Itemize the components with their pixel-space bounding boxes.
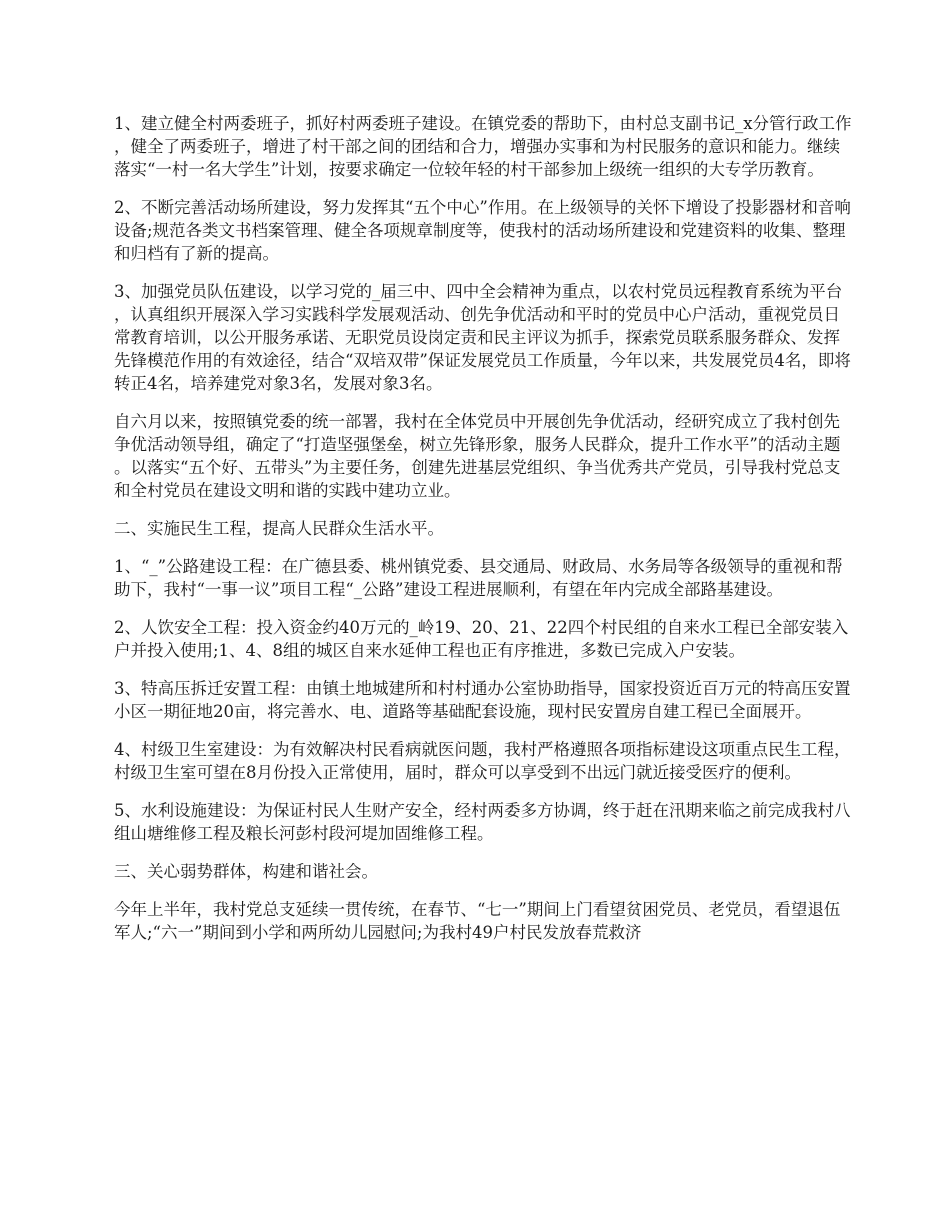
paragraph-irrigation: 5、水利设施建设：为保证村民人生财产安全，经村两委多方协调，终于赶在汛期来临之前完成我村八组山塘维修工程及粮长河彭村段河堤加固维修工程。 [114,801,851,843]
paragraph-road: 1、“_”公路建设工程：在广德县委、桃州镇党委、县交通局、财政局、水务局等各级领导的重视和帮助下，我村“一事一议”项目工程“_公路”建设工程进展顺利，有望在年内完成全部路基建设。 [114,557,843,599]
paragraph-relocation: 3、特高压拆迁安置工程：由镇土地城建所和村村通办公室协助指导，国家投资近百万元的特高压安置小区一期征地20亩，将完善水、电、道路等基础配套设施，现村民安置房自建工程已全面展开。 [114,679,851,721]
paragraph-clinic: 4、村级卫生室建设：为有效解决村民看病就医问题，我村严格遵照各项指标建设这项重点民生工程，村级卫生室可望在8月份投入正常使用，届时，群众可以享受到不出远门就近接受医疗的便利。 [114,740,851,782]
section-heading-3: 三、关心弱势群体，构建和谐社会。 [114,862,378,881]
paragraph-1: 1、建立健全村两委班子，抓好村两委班子建设。在镇党委的帮助下，由村总支副书记_x分管行政工作，健全了两委班子，增进了村干部之间的团结和合力，增强办实事和为村民服务的意识和能力。继续落实“一村一名大学生”计划，按要求确定一位较年轻的村干部参加上级统一组织的大专学历教育。 [114,114,852,179]
paragraph-2: 2、不断完善活动场所建设，努力发挥其“五个中心”作用。在上级领导的关怀下增设了投影器材和音响设备;规范各类文书档案管理、健全各项规章制度等，使我村的活动场所建设和党建资料的收集、整理和归档有了新的提高。 [114,198,851,263]
paragraph-care: 今年上半年，我村党总支延续一贯传统，在春节、“七一”期间上门看望贫困党员、老党员，看望退伍军人;“六一”期间到小学和两所幼儿园慰问;为我村49户村民发放春荒救济 [114,900,841,942]
section-heading-2: 二、实施民生工程，提高人民群众生活水平。 [114,519,444,538]
paragraph-water: 2、人饮安全工程：投入资金约40万元的_岭19、20、21、22四个村民组的自来水工程已全部安装入户并投入使用;1、4、8组的城区自来水延伸工程也正有序推进，多数已完成入户安装。 [114,618,849,660]
paragraph-4: 自六月以来，按照镇党委的统一部署，我村在全体党员中开展创先争优活动，经研究成立了我村创先争优活动领导组，确定了“打造坚强堡垒，树立先锋形象，服务人民群众，提升工作水平”的活动主题。以落实“五个好、五带头”为主要任务，创建先进基层党组织、争当优秀共产党员，引导我村党总支和全村党员在建设文明和谐的实践中建功立业。 [114,412,841,500]
paragraph-3: 3、加强党员队伍建设，以学习党的_届三中、四中全会精神为重点，以农村党员远程教育系统为平台，认真组织开展深入学习实践科学发展观活动、创先争优活动和平时的党员中心户活动，重视党员日常教育培训，以公开服务承诺、无职党员设岗定责和民主评议为抓手，探索党员联系服务群众、发挥先锋模范作用的有效途径，结合“双培双带”保证发展党员工作质量，今年以来，共发展党员4名，即将转正4名，培养建党对象3名，发展对象3名。 [114,282,851,393]
document-body [114,112,854,959]
